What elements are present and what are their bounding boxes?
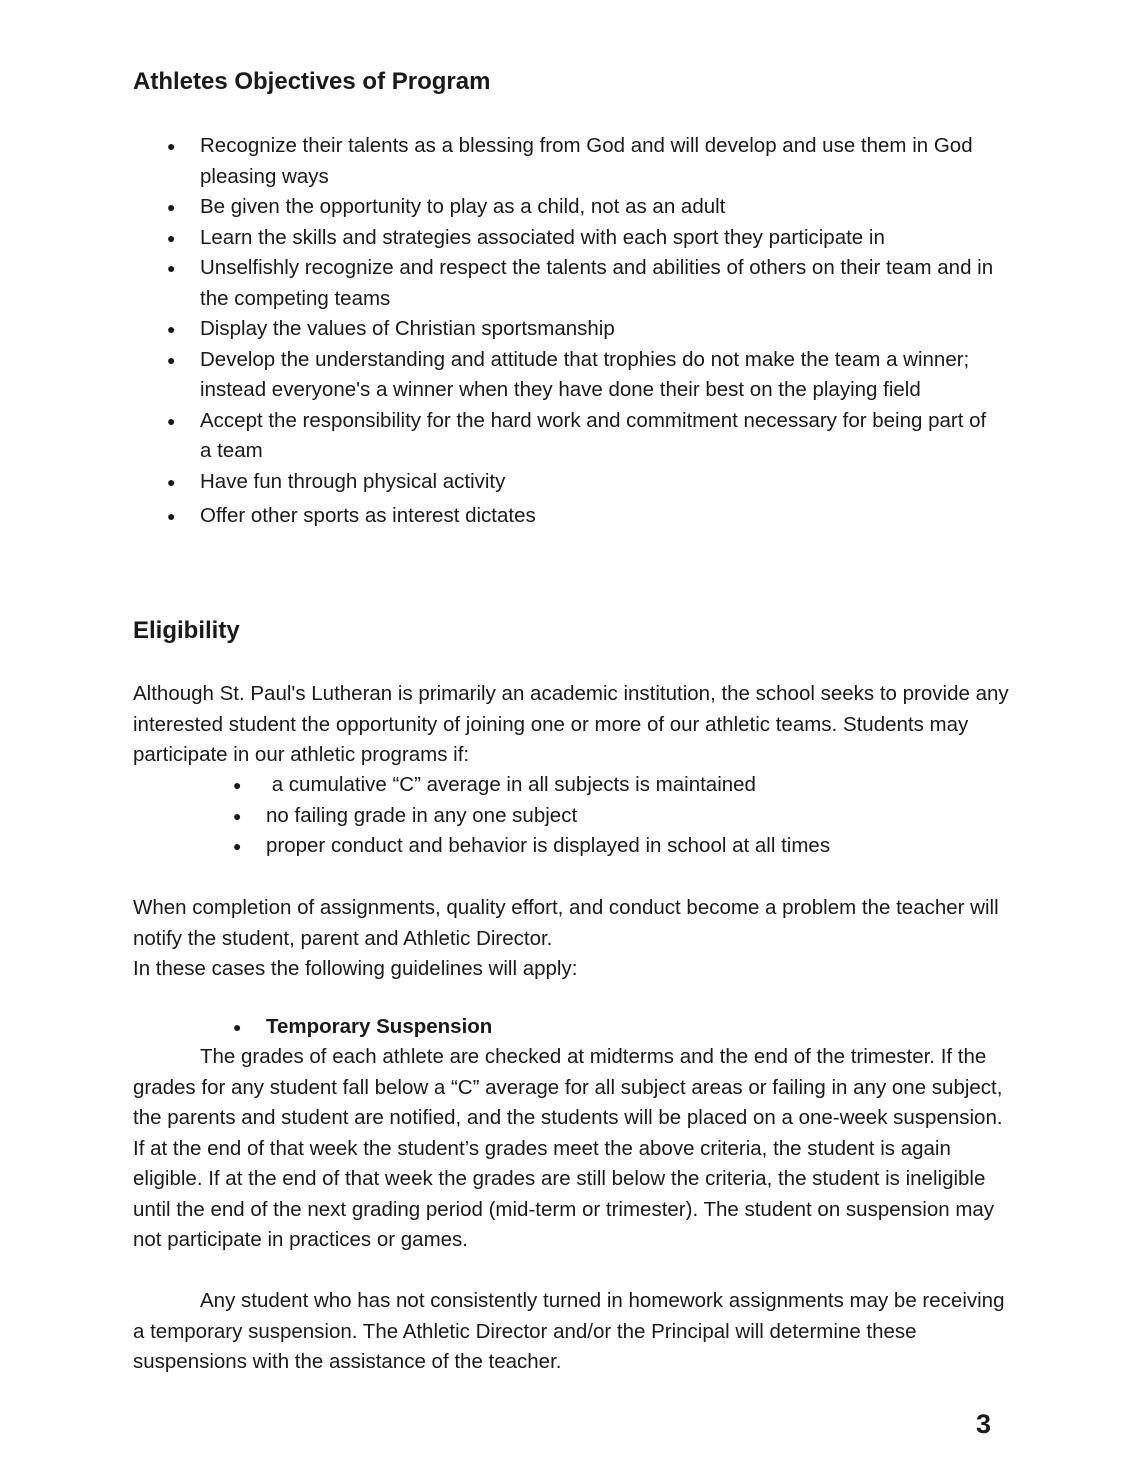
completion-paragraph xyxy=(133,893,1013,985)
objectives-heading: Athletes Objectives of Program xyxy=(133,68,491,95)
suspension-text: The grades of each athlete are checked at midterms and the end of the trimester. If the grades for any student fall below a “C” average for all subject areas or failing in any one subject, the parents and student are notified, and the students will be placed on a one-week suspension. If at the end of that week the student’s grades meet the above criteria, the student is again eligible. If at the end of that week the grades are still below the criteria, the student is ineligible until the end of the next grading period (mid-term or trimester). The student on suspension may not participate in practices or games. xyxy=(133,1045,1003,1251)
objective-item: ● Offer other sports as interest dictates xyxy=(200,501,1000,532)
criteria-text: a cumulative “C” average in all subjects is maintained xyxy=(271,773,756,796)
completion-line: In these cases the following guidelines will apply: xyxy=(133,957,578,980)
objectives-list xyxy=(200,131,1000,532)
homework-paragraph xyxy=(133,1286,1013,1378)
eligibility-intro: Although St. Paul's Lutheran is primarily an academic institution, the school seeks to provide any interested student the opportunity of joining one or more of our athletic teams. Students may participate in our athletic programs if: xyxy=(133,682,1009,766)
objective-item: ● Be given the opportunity to play as a child, not as an adult xyxy=(200,192,1000,223)
eligibility-criteria-list xyxy=(266,770,966,862)
page-number: 3 xyxy=(976,1409,992,1439)
completion-line: When completion of assignments, quality effort, and conduct become a problem the teacher will notify the student, parent and Athletic Director. xyxy=(133,896,999,950)
homework-text: Any student who has not consistently turned in homework assignments may be receiving a temporary suspension. The Athletic Director and/or the Principal will determine these suspensions with the assistance of the teacher. xyxy=(133,1289,1005,1373)
criteria-item: ● proper conduct and behavior is displayed in school at all times xyxy=(266,831,966,862)
objective-item: ● Display the values of Christian sportsmanship xyxy=(200,314,1000,345)
objective-item: ● Unselfishly recognize and respect the talents and abilities of others on their team and in the competing teams xyxy=(200,253,1000,314)
objective-item: ● Develop the understanding and attitude that trophies do not make the team a winner; instead everyone's a winner when they have done their best on the playing field xyxy=(200,345,1000,406)
criteria-item: ● no failing grade in any one subject xyxy=(266,801,966,832)
objective-item: ● Have fun through physical activity xyxy=(200,467,1000,498)
eligibility-heading: Eligibility xyxy=(133,617,240,644)
objective-item: ● Learn the skills and strategies associated with each sport they participate in xyxy=(200,223,1000,254)
criteria-item xyxy=(266,770,966,801)
objective-item: ● Accept the responsibility for the hard work and commitment necessary for being part of a team xyxy=(200,406,1000,467)
suspension-paragraph xyxy=(133,1042,1013,1256)
objective-item: ● Recognize their talents as a blessing from God and will develop and use them in God pleasing ways xyxy=(200,131,1000,192)
suspension-heading: ● Temporary Suspension xyxy=(266,1012,966,1043)
suspension-list xyxy=(266,1012,966,1043)
